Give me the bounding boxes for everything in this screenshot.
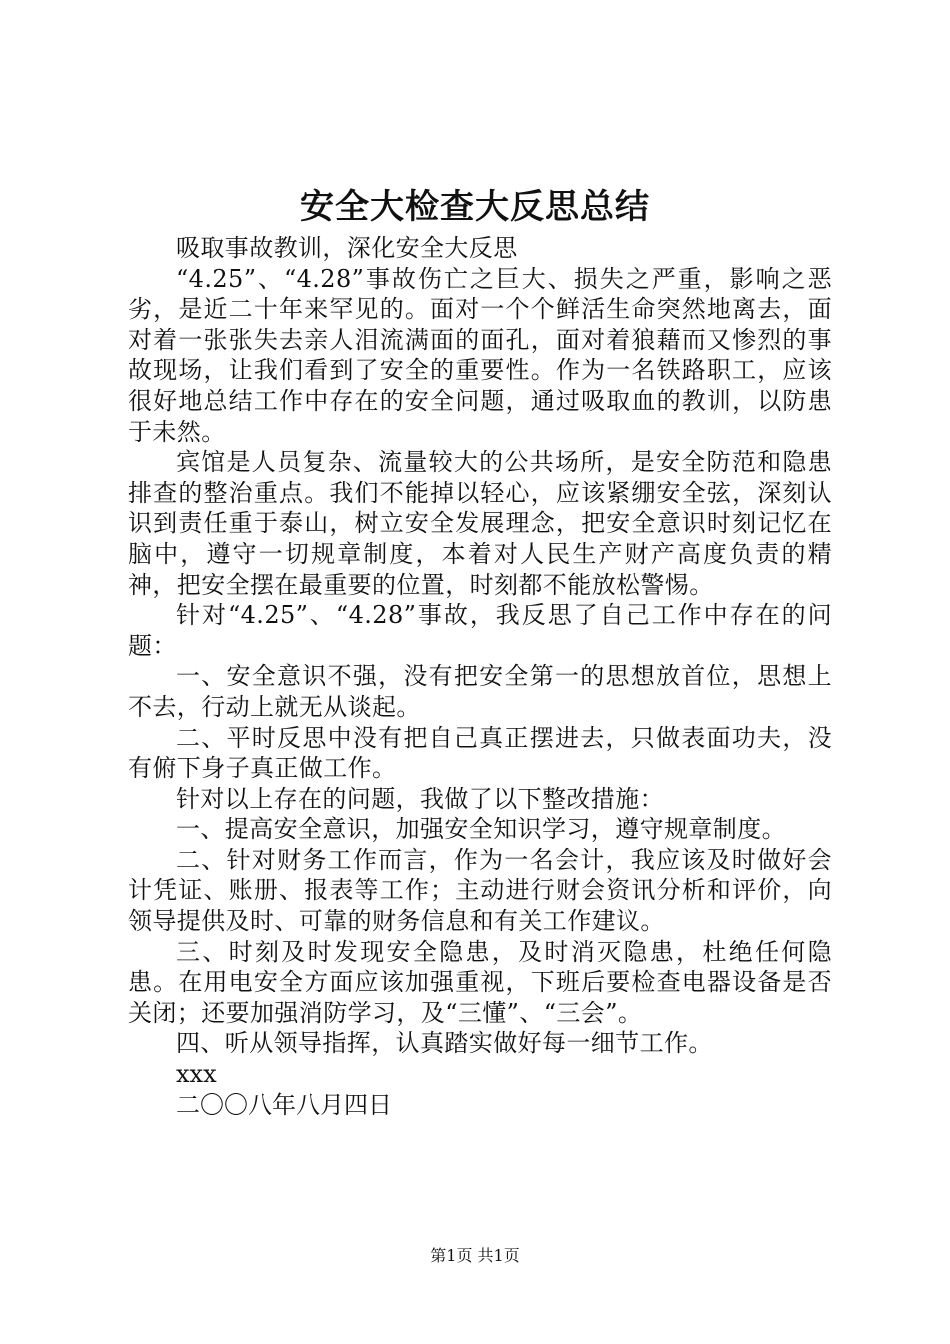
document-title: 安全大检查大反思总结: [300, 187, 650, 227]
paragraph: “4.25”、“4.28”事故伤亡之巨大、损失之严重，影响之恶劣，是近二十年来罕见的。面对一个个鲜活生命突然地离去，面对着一张张失去亲人泪流满面的面孔，面对着狼藉而又惨烈的事故现场，让我们看到了安全的重要性。作为一名铁路职工，应该很好地总结工作中存在的安全问题，通过吸取血的教训，以防患于未然。: [128, 264, 832, 446]
signature: xxx: [176, 1060, 217, 1089]
document-date: 二〇〇八年八月四日: [176, 1090, 392, 1119]
paragraph: 二、针对财务工作而言，作为一名会计，我应该及时做好会计凭证、账册、报表等工作；主动进行财会资讯分析和评价，向领导提供及时、可靠的财务信息和有关工作建议。: [128, 845, 832, 936]
paragraph: 针对以上存在的问题，我做了以下整改措施：: [176, 784, 664, 813]
paragraph: 二、平时反思中没有把自己真正摆进去，只做表面功夫，没有俯下身子真正做工作。: [128, 723, 832, 783]
paragraph: 四、听从领导指挥，认真踏实做好每一细节工作。: [176, 1029, 713, 1058]
paragraph: 三、时刻及时发现安全隐患，及时消灭隐患，杜绝任何隐患。在用电安全方面应该加强重视，下班后要检查电器设备是否关闭；还要加强消防学习，及“三懂”、“三会”。: [128, 937, 832, 1027]
paragraph: 宾馆是人员复杂、流量较大的公共场所，是安全防范和隐患排查的整治重点。我们不能掉以轻心，应该紧绷安全弦，深刻认识到责任重于泰山，树立安全发展理念，把安全意识时刻记忆在脑中，遵守一切规章制度，本着对人民生产财产高度负责的精神，把安全摆在最重要的位置，时刻都不能放松警惕。: [128, 448, 832, 599]
page-footer: 第1页 共1页: [430, 1246, 520, 1265]
paragraph: 吸取事故教训，深化安全大反思: [176, 234, 518, 262]
paragraph: 一、安全意识不强，没有把安全第一的思想放首位，思想上不去，行动上就无从谈起。: [128, 662, 832, 721]
paragraph: 一、提高安全意识，加强安全知识学习，遵守规章制度。: [176, 815, 786, 844]
paragraph: 针对“4.25”、“4.28”事故，我反思了自己工作中存在的问题：: [128, 601, 832, 660]
document-body: [128, 233, 832, 1120]
